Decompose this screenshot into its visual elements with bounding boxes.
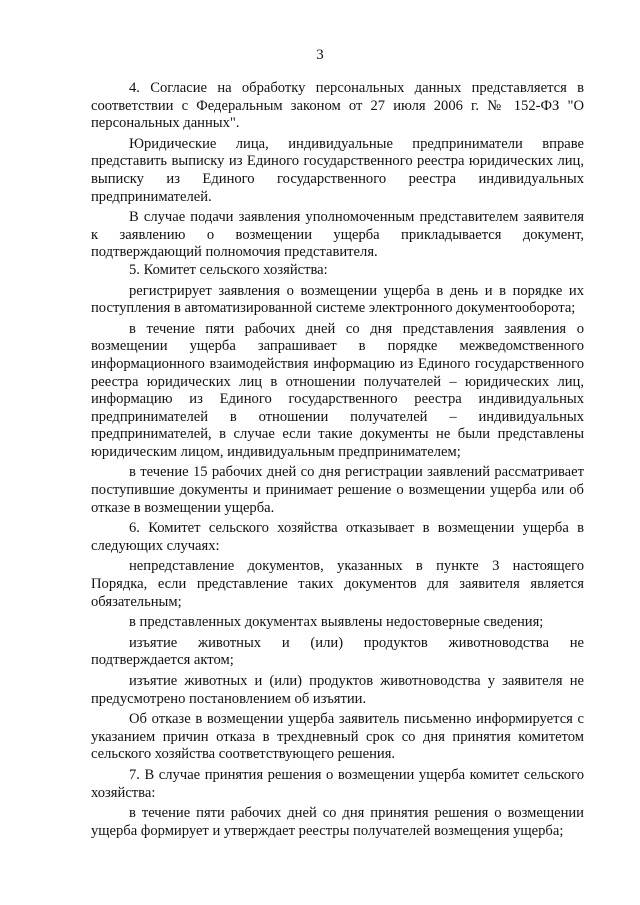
paragraph-refusal-cases: 6. Комитет сельского хозяйства отказывает в возмещении ущерба в следующих случаях: bbox=[91, 520, 584, 554]
paragraph-refusal-no-resolution: изъятие животных и (или) продуктов животноводства у заявителя не предусмотрено постановлением об изъятии. bbox=[91, 673, 584, 707]
paragraph-refusal-no-act: изъятие животных и (или) продуктов животноводства не подтверждается актом; bbox=[91, 634, 584, 669]
paragraph-committee-heading: 5. Комитет сельского хозяйства: bbox=[129, 261, 328, 278]
paragraph-consent: 4. Согласие на обработку персональных данных представляется в соответствии с Федеральным законом от 27 июля 2006 г. № 152-ФЗ "О персональных данных". bbox=[91, 80, 584, 132]
paragraph-refusal-notice: Об отказе в возмещении ущерба заявитель письменно информируется с указанием причин отказа в трехдневный срок со дня принятия комитетом сельского хозяйства соответствующего решения. bbox=[91, 711, 584, 763]
page-number: 3 bbox=[316, 47, 324, 63]
paragraph-registration: регистрирует заявления о возмещении ущерба в день и в порядке их поступления в автоматизированной системе электронного документооборота; bbox=[91, 282, 584, 317]
paragraph-registries: в течение пяти рабочих дней со дня принятия решения о возмещении ущерба формирует и утверждает реестры получателей возмещения ущерба; bbox=[91, 805, 584, 839]
paragraph-interagency-request: в течение пяти рабочих дней со дня представления заявления о возмещении ущерба запрашивает в порядке межведомственного информационного взаимодействия информацию из Единого государственного реестра юридических лиц в отношении получателей – юридических лиц, информацию из Единого государственного реестра индивидуальных предпринимателей в отношении получателей – индивидуальных предпринимателей, в случае если такие документы не были представлены юридическим лицом, индивидуальным предпринимателем; bbox=[91, 320, 584, 460]
paragraph-representative: В случае подачи заявления уполномоченным представителем заявителя к заявлению о возмещении ущерба прикладывается документ, подтверждающий полномочия представителя. bbox=[91, 209, 584, 261]
paragraph-compensation-decision: 7. В случае принятия решения о возмещении ущерба комитет сельского хозяйства: bbox=[91, 766, 584, 801]
paragraph-legal-entities: Юридические лица, индивидуальные предприниматели вправе представить выписку из Единого государственного реестра юридических лиц, выписку из Единого государственного реестра индивидуальных предпринимателей. bbox=[91, 135, 584, 205]
document-body bbox=[91, 80, 584, 840]
paragraph-refusal-missing-documents: непредставление документов, указанных в пункте 3 настоящего Порядка, если представление таких документов для заявителя является обязательным; bbox=[91, 558, 584, 610]
paragraph-refusal-false-info: в представленных документах выявлены недостоверные сведения; bbox=[129, 614, 544, 631]
paragraph-decision: в течение 15 рабочих дней со дня регистрации заявлений рассматривает поступившие документы и принимает решение о возмещении ущерба или об отказе в возмещении ущерба. bbox=[91, 464, 584, 516]
